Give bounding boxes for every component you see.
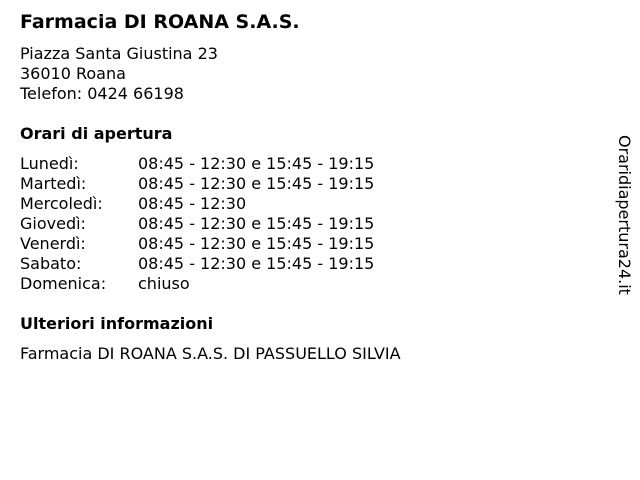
time-range: 08:45 - 12:30 e 15:45 - 19:15 bbox=[138, 234, 375, 253]
day-label: Mercoledì: bbox=[20, 194, 103, 213]
brand-watermark: Oraridiapertura24.it bbox=[615, 135, 634, 295]
day-label: Sabato: bbox=[20, 254, 82, 273]
hours-row-wednesday bbox=[20, 194, 374, 214]
hours-row-saturday bbox=[20, 254, 374, 274]
opening-hours-table bbox=[20, 154, 374, 294]
more-info-text: Farmacia DI ROANA S.A.S. DI PASSUELLO SILVIA bbox=[20, 344, 401, 363]
time-range: chiuso bbox=[138, 274, 190, 293]
time-range: 08:45 - 12:30 e 15:45 - 19:15 bbox=[138, 174, 375, 193]
day-label: Lunedì: bbox=[20, 154, 79, 173]
hours-row-monday bbox=[20, 154, 374, 174]
day-label: Giovedì: bbox=[20, 214, 86, 233]
address-block bbox=[20, 44, 218, 104]
time-range: 08:45 - 12:30 e 15:45 - 19:15 bbox=[138, 254, 375, 273]
day-label: Venerdì: bbox=[20, 234, 86, 253]
time-range: 08:45 - 12:30 bbox=[138, 194, 247, 213]
business-name: Farmacia DI ROANA S.A.S. bbox=[20, 11, 300, 33]
postal-city: 36010 Roana bbox=[20, 64, 126, 83]
more-info-heading: Ulteriori informazioni bbox=[20, 314, 214, 333]
time-range: 08:45 - 12:30 e 15:45 - 19:15 bbox=[138, 154, 375, 173]
phone-number: Telefon: 0424 66198 bbox=[20, 84, 184, 103]
opening-hours-heading: Orari di apertura bbox=[20, 124, 173, 143]
hours-row-thursday bbox=[20, 214, 374, 234]
hours-row-sunday bbox=[20, 274, 374, 294]
day-label: Martedì: bbox=[20, 174, 87, 193]
hours-row-friday bbox=[20, 234, 374, 254]
hours-row-tuesday bbox=[20, 174, 374, 194]
time-range: 08:45 - 12:30 e 15:45 - 19:15 bbox=[138, 214, 375, 233]
day-label: Domenica: bbox=[20, 274, 107, 293]
street-address: Piazza Santa Giustina 23 bbox=[20, 44, 218, 63]
